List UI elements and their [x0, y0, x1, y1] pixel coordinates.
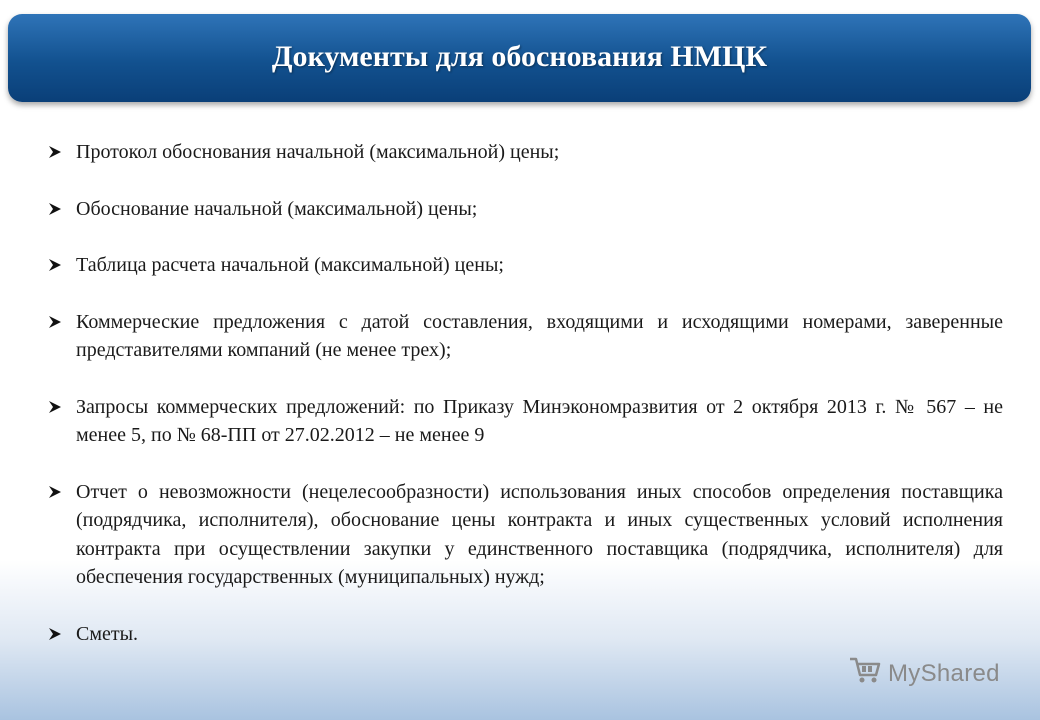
arrow-bullet-icon — [48, 393, 76, 414]
list-item-text: Обоснование начальной (максимальной) цены; — [76, 197, 478, 220]
slide-title: Документы для обоснования НМЦК — [271, 40, 768, 73]
list-item — [48, 195, 1003, 224]
watermark-logo — [848, 655, 1000, 692]
arrow-bullet-icon — [48, 195, 76, 216]
list-item-text: Протокол обоснования начальной (максимальной) цены; — [76, 141, 560, 163]
arrow-bullet-icon — [48, 251, 76, 272]
arrow-bullet-icon — [48, 620, 76, 641]
list-item-text: Таблица расчета начальной (максимальной) цены; — [76, 254, 504, 276]
list-item-text: Отчет о невозможности (нецелесообразности) использования иных способов определения поставщика (подрядчика, исполнителя), обоснование цены контракта и иных существенных условий исполнения контракта при осуществлении закупки у единственного поставщика (подрядчика, исполнителя) для обеспечения государственных (муниципальных) нужд; — [76, 480, 1003, 588]
list-item — [48, 251, 1003, 280]
list-item — [48, 393, 1003, 450]
list-item — [48, 620, 1003, 649]
list-item — [48, 138, 1003, 167]
watermark-brand: MyShared — [888, 659, 1000, 687]
bullet-list — [48, 138, 1003, 648]
title-banner — [8, 14, 1031, 102]
list-item-text: Запросы коммерческих предложений: по Приказу Минэкономразвития от 2 октября 2013 г. № 567 – не менее 5, по № 68-ПП от 27.02.2012 – не менее 9 — [76, 395, 1003, 446]
arrow-bullet-icon — [48, 138, 76, 159]
list-item — [48, 478, 1003, 592]
list-item-text: Коммерческие предложения с датой составления, входящими и исходящими номерами, заверенные представителями компаний (не менее трех); — [76, 310, 1003, 361]
shopping-cart-icon — [848, 655, 882, 692]
arrow-bullet-icon — [48, 308, 76, 329]
list-item — [48, 308, 1003, 365]
arrow-bullet-icon — [48, 478, 76, 499]
list-item-text: Сметы. — [76, 622, 139, 645]
